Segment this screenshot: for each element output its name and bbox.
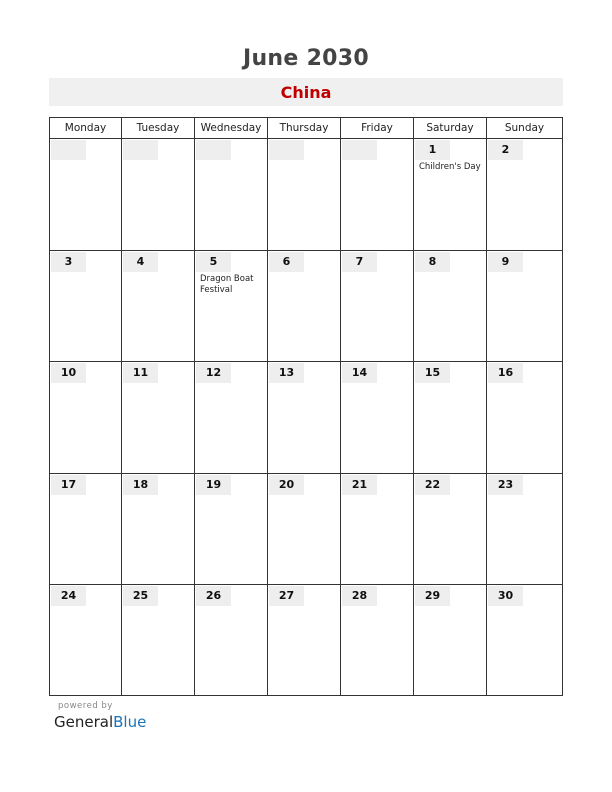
day-number: 26: [196, 586, 231, 606]
day-cell-25: [122, 585, 195, 695]
weekday-header-saturday: Saturday: [414, 118, 487, 138]
day-cell-23: [487, 474, 562, 584]
day-number: 17: [51, 475, 86, 495]
empty-day-cell: [341, 139, 414, 250]
day-number: [51, 140, 86, 160]
day-number: 23: [488, 475, 523, 495]
day-cell-22: [414, 474, 487, 584]
day-cell-21: [341, 474, 414, 584]
day-cell-13: [268, 362, 341, 473]
day-cell-24: [50, 585, 122, 695]
day-cell-6: [268, 251, 341, 361]
day-cell-5: [195, 251, 268, 361]
day-number: 30: [488, 586, 523, 606]
day-cell-17: [50, 474, 122, 584]
day-cell-9: [487, 251, 562, 361]
day-number: 19: [196, 475, 231, 495]
country-banner: [49, 78, 563, 106]
day-cell-27: [268, 585, 341, 695]
weekday-header-wednesday: Wednesday: [195, 118, 268, 138]
day-number: 10: [51, 363, 86, 383]
day-cell-12: [195, 362, 268, 473]
day-number: 25: [123, 586, 158, 606]
day-cell-18: [122, 474, 195, 584]
day-number: 6: [269, 252, 304, 272]
empty-day-cell: [50, 139, 122, 250]
day-cell-3: [50, 251, 122, 361]
day-number: [342, 140, 377, 160]
day-number: 9: [488, 252, 523, 272]
weekday-header-sunday: Sunday: [504, 122, 545, 134]
day-number: 16: [488, 363, 523, 383]
day-number: 1: [415, 140, 450, 160]
logo-blue-text: Blue: [113, 713, 147, 731]
generalblue-logo[interactable]: [54, 713, 146, 731]
logo-general-text: General: [54, 713, 114, 731]
day-number: [123, 140, 158, 160]
day-number: 13: [269, 363, 304, 383]
empty-day-cell: [268, 139, 341, 250]
day-number: [196, 140, 231, 160]
day-number: 4: [123, 252, 158, 272]
country-name: China: [280, 83, 332, 102]
day-cell-1: [414, 139, 487, 250]
day-number: 18: [123, 475, 158, 495]
day-number: 15: [415, 363, 450, 383]
day-cell-8: [414, 251, 487, 361]
day-cell-15: [414, 362, 487, 473]
day-number: 14: [342, 363, 377, 383]
day-cell-14: [341, 362, 414, 473]
day-number: 29: [415, 586, 450, 606]
day-cell-7: [341, 251, 414, 361]
day-cell-16: [487, 362, 562, 473]
empty-day-cell: [122, 139, 195, 250]
day-number: 24: [51, 586, 86, 606]
calendar-grid: [49, 117, 563, 696]
holiday-label: Dragon Boat Festival: [200, 274, 254, 295]
day-number: 3: [51, 252, 86, 272]
empty-day-cell: [195, 139, 268, 250]
day-number: 22: [415, 475, 450, 495]
day-cell-26: [195, 585, 268, 695]
day-cell-28: [341, 585, 414, 695]
day-number: 27: [269, 586, 304, 606]
day-number: 20: [269, 475, 304, 495]
weekday-header-tuesday: Tuesday: [122, 118, 195, 138]
day-number: [269, 140, 304, 160]
weekday-header-monday: Monday: [50, 118, 122, 138]
weekday-header-friday: Friday: [341, 118, 414, 138]
day-number: 7: [342, 252, 377, 272]
powered-by-label: powered by: [58, 701, 113, 711]
day-number: 5: [196, 252, 231, 272]
day-number: 28: [342, 586, 377, 606]
day-cell-10: [50, 362, 122, 473]
day-number: 2: [488, 140, 523, 160]
day-cell-2: [487, 139, 562, 250]
holiday-label: Children's Day: [419, 162, 481, 172]
weekday-header-thursday: Thursday: [268, 118, 341, 138]
day-cell-4: [122, 251, 195, 361]
day-number: 21: [342, 475, 377, 495]
day-number: 11: [123, 363, 158, 383]
day-cell-20: [268, 474, 341, 584]
day-number: 12: [196, 363, 231, 383]
page-title: June 2030: [242, 46, 370, 71]
day-cell-30: [487, 585, 562, 695]
day-cell-19: [195, 474, 268, 584]
day-cell-11: [122, 362, 195, 473]
day-number: 8: [415, 252, 450, 272]
day-cell-29: [414, 585, 487, 695]
